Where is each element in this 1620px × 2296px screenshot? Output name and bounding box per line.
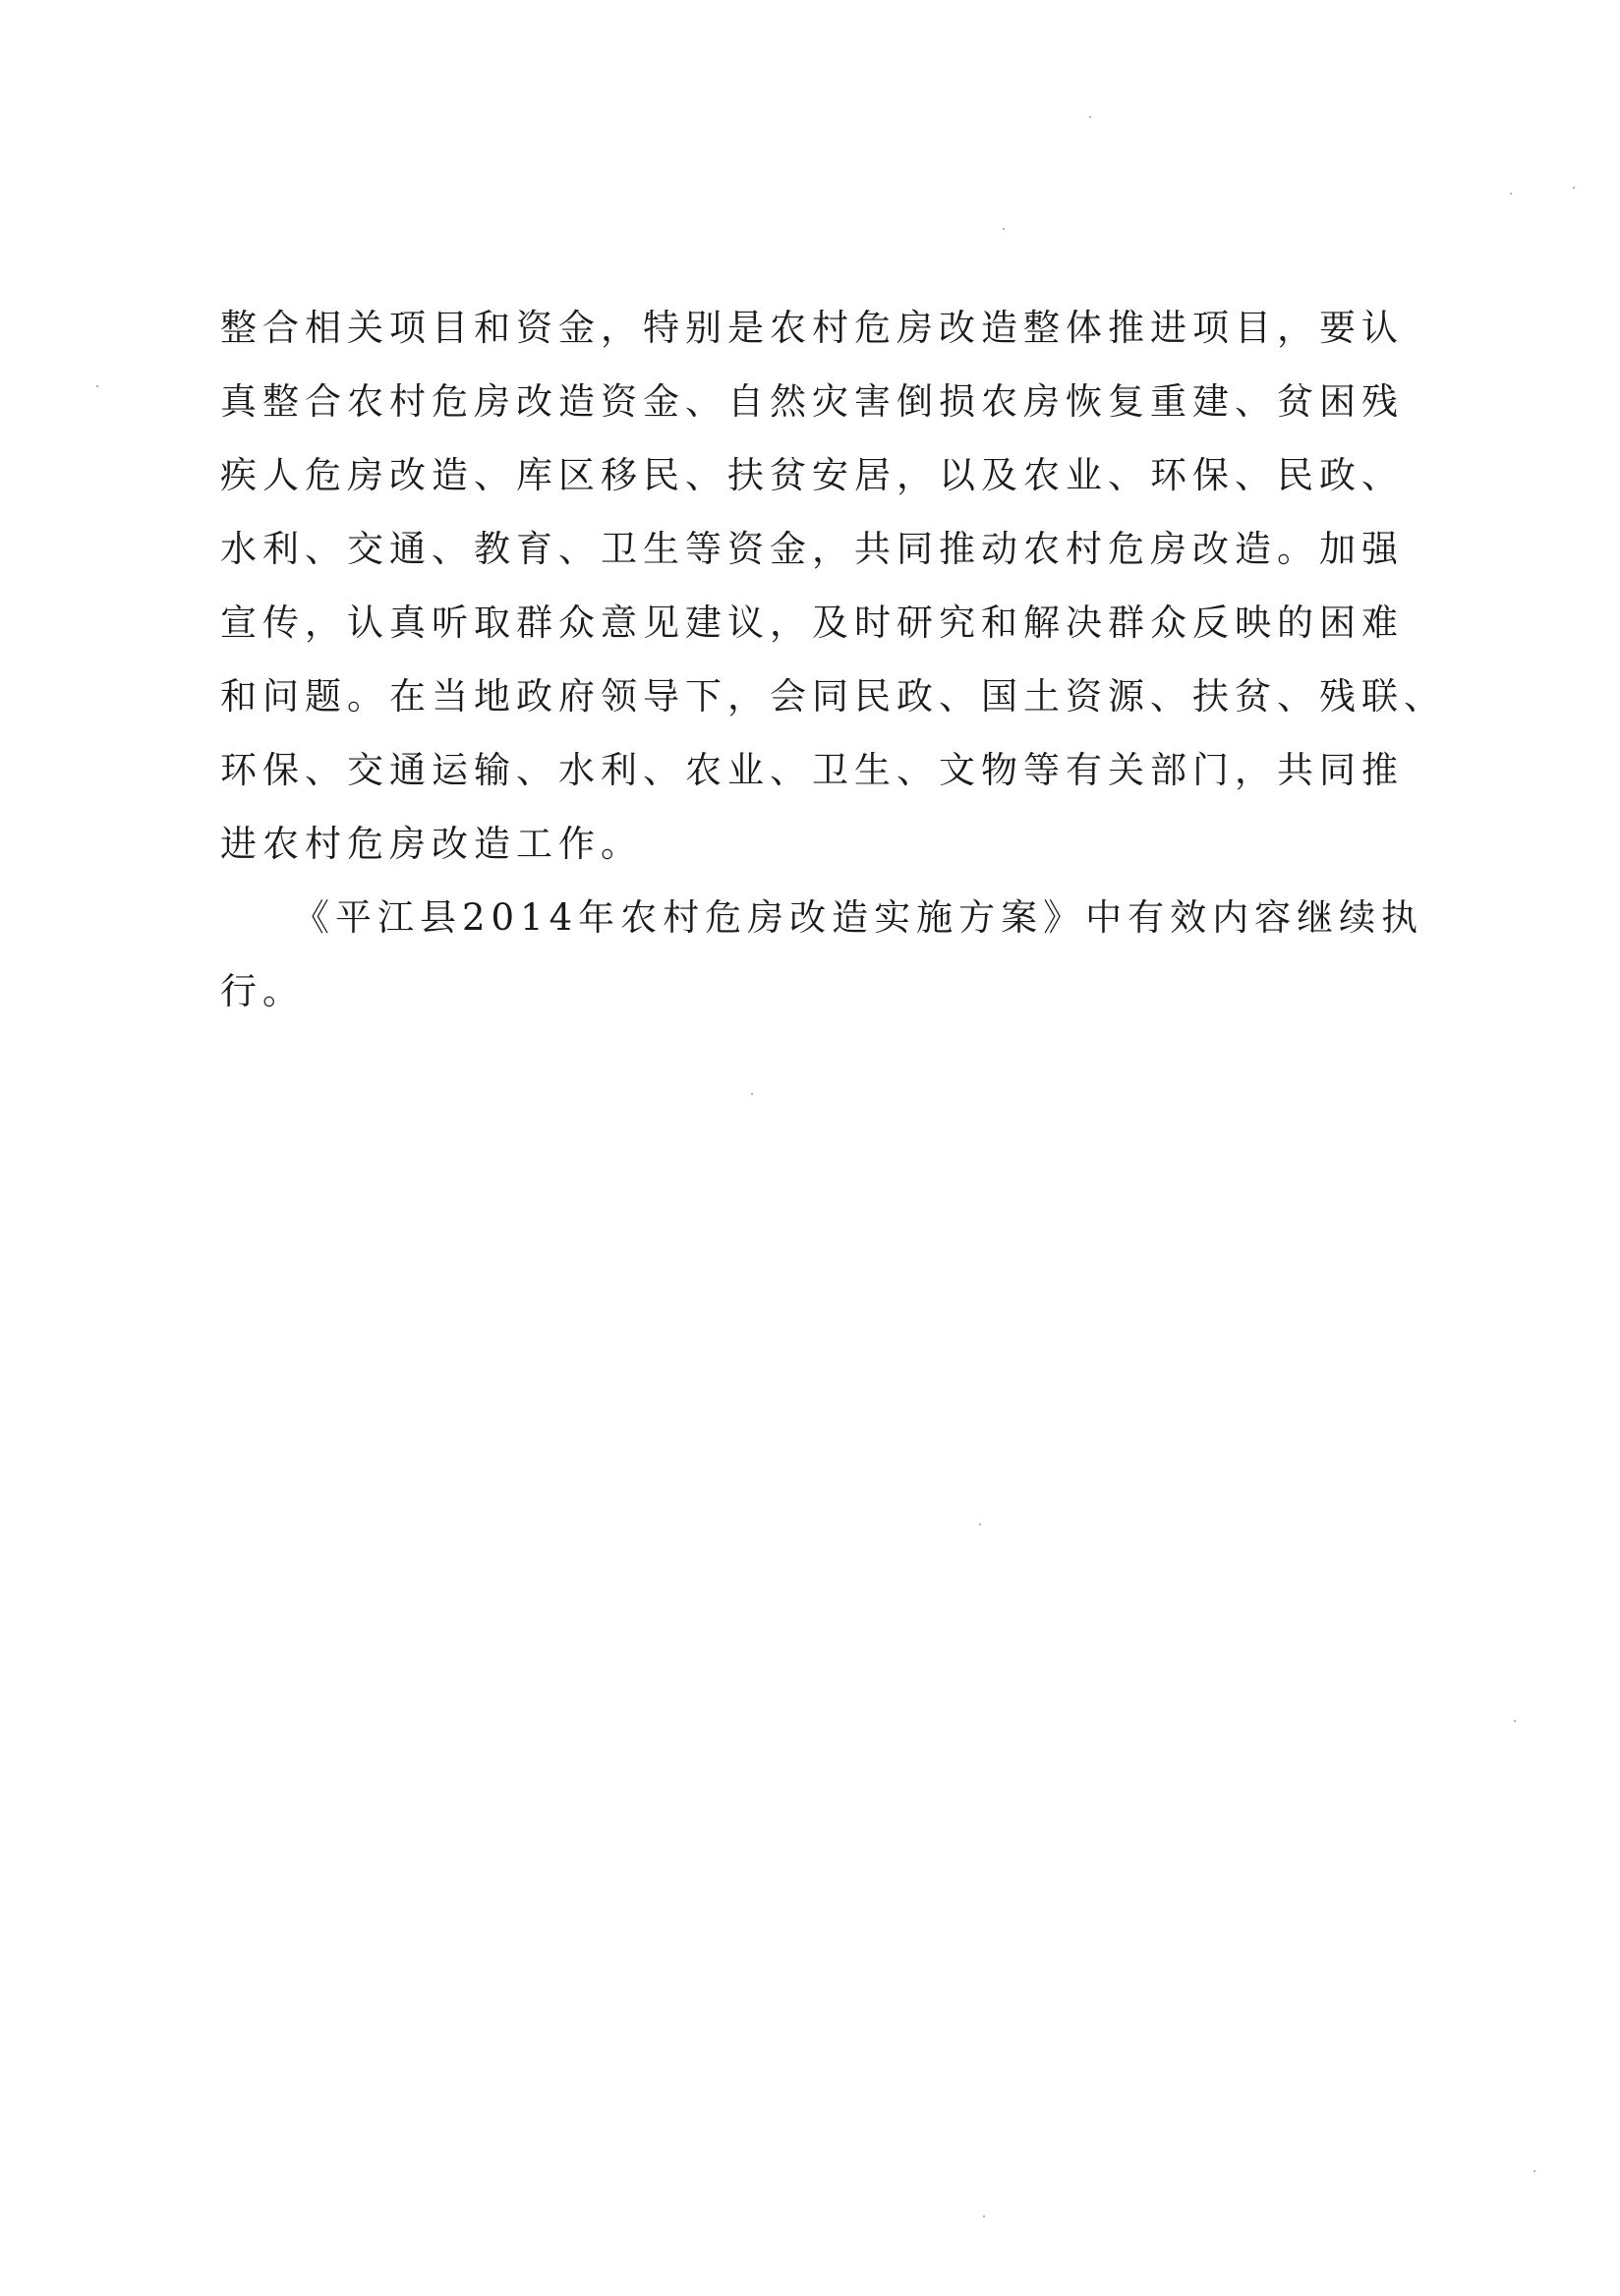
paragraph-2-line-2: 行。 (220, 970, 305, 1012)
paragraph-1-line-5: 宣传，认真听取群众意见建议，及时研究和解决群众反映的困难 (220, 602, 1404, 644)
paragraph-2-line-1: 《平江县2014年农村危房改造实施方案》中有效内容继续执 (293, 896, 1424, 939)
paragraph-1-line-8: 进农村危房改造工作。 (220, 823, 643, 865)
paragraph-1-line-1: 整合相关项目和资金，特别是农村危房改造整体推进项目，要认 (220, 307, 1404, 349)
body-text (220, 291, 1446, 1028)
paragraph-1-line-3: 疾人危房改造、库区移民、扶贫安居，以及农业、环保、民政、 (220, 454, 1404, 496)
paragraph-1-line-6: 和问题。在当地政府领导下，会同民政、国土资源、扶贫、残联、 (220, 675, 1446, 718)
paragraph-1-line-4: 水利、交通、教育、卫生等资金，共同推动农村危房改造。加强 (220, 528, 1404, 570)
paragraph-1-line-2: 真整合农村危房改造资金、自然灾害倒损农房恢复重建、贫困残 (220, 380, 1404, 423)
paragraph-1-line-7: 环保、交通运输、水利、农业、卫生、文物等有关部门，共同推 (220, 749, 1404, 791)
